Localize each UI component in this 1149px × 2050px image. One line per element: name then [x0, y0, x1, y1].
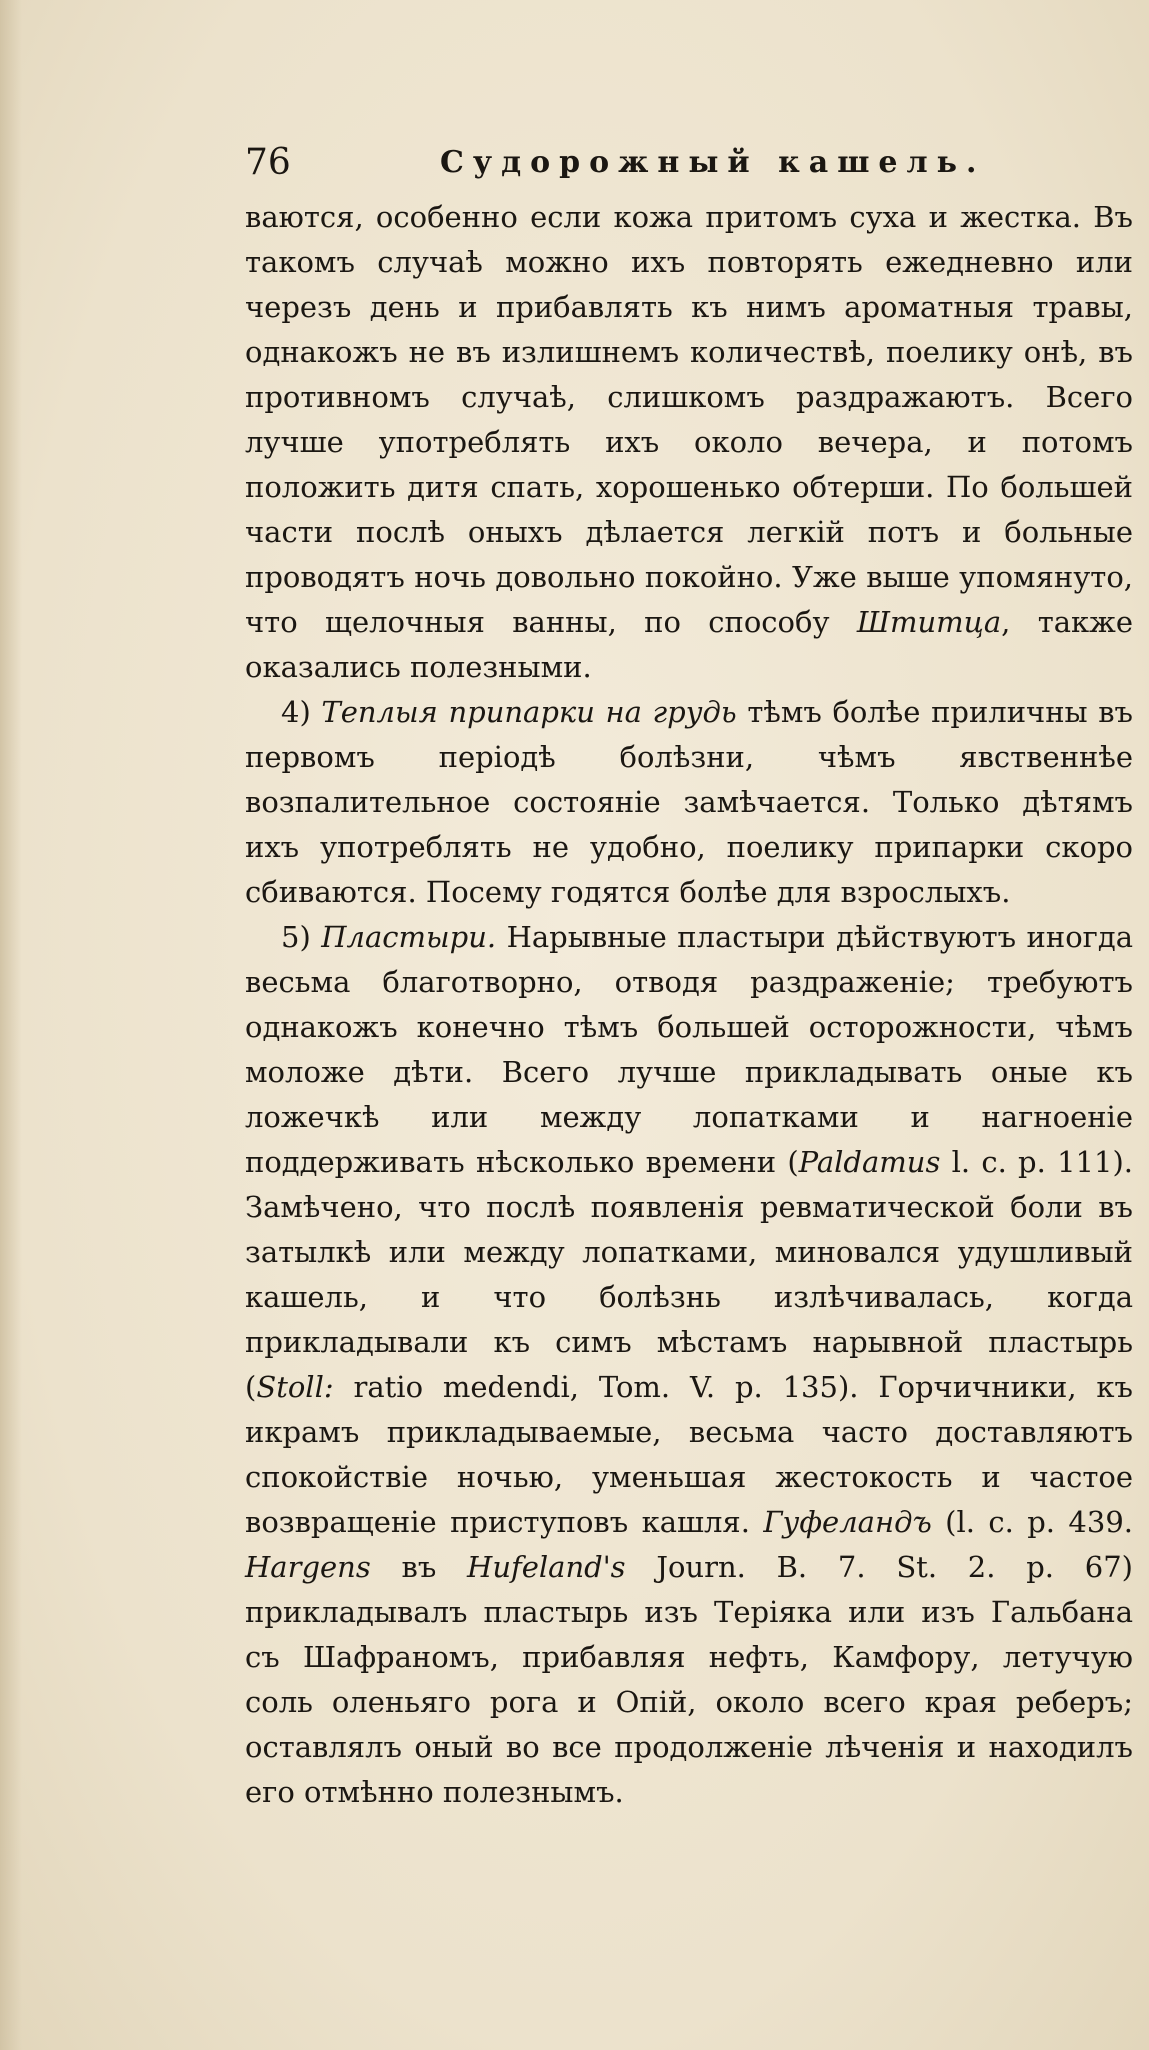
paragraph-3 — [245, 915, 1133, 1815]
text-run: ваются, особенно если кожа притомъ суха и жестка. Въ такомъ случаѣ можно ихъ повторять ежедневно или черезъ день и прибавлять къ нимъ ароматныя травы, однакожъ не въ излишнемъ количествѣ, поелику онѣ, въ противномъ случаѣ, слишкомъ раздражаютъ. Всего лучше употреблять ихъ около вечера, и потомъ положить дитя спать, хорошенько обтерши. По большей части послѣ оныхъ дѣлается легкій потъ и больные проводятъ ночь довольно покойно. Уже выше упомянуто, что щелочныя ванны, по способу — [245, 200, 1133, 639]
text-run: , также оказались полезными. — [245, 605, 1134, 684]
text-run: 4) — [281, 695, 322, 729]
paragraph-1 — [245, 195, 1133, 690]
running-title: Судорожный кашель. — [440, 145, 986, 180]
italic-text: Hargens — [245, 1550, 371, 1584]
text-run: ratio medendi, Tom. V. p. 135). Горчичники, къ икрамъ прикладываемые, весьма часто доставляютъ спокойствіе ночью, уменьшая жестокость и частое возвращеніе приступовъ кашля. — [245, 1370, 1133, 1539]
text-run: (l. c. p. 439. — [931, 1505, 1133, 1539]
page-header — [245, 138, 986, 188]
text-run: l. c. p. 111). Замѣчено, что послѣ появленія ревматической боли въ затылкѣ или между лопатками, миновался удушливый кашель, и что болѣзнь излѣчивалась, когда прикладывали къ симъ мѣстамъ нарывной пластырь ( — [245, 1145, 1133, 1404]
text-run: Journ. B. 7. St. 2. p. 67) прикладывалъ пластырь изъ Теріяка или изъ Гальбана съ Шафраномъ, прибавляя нефть, Камфору, летучую соль оленьяго рога и Опій, около всего края реберъ; оставлялъ оный во все продолженіе лѣченія и находилъ его отмѣнно полезнымъ. — [245, 1550, 1133, 1809]
italic-text: Штитца — [856, 605, 1002, 639]
italic-text: Гуфеландъ — [763, 1505, 932, 1539]
text-run: 5) — [281, 920, 322, 954]
page-number: 76 — [245, 142, 291, 183]
text-run: въ — [370, 1550, 468, 1584]
italic-text: Hufeland's — [467, 1550, 626, 1584]
paragraph-2 — [245, 690, 1133, 915]
text-run: Нарывные пластыри дѣйствуютъ иногда весьма благотворно, отводя раздраженіе; требуютъ однакожъ конечно тѣмъ большей осторожности, чѣмъ моложе дѣти. Всего лучше прикладывать оные къ ложечкѣ или между лопатками и нагноеніе поддерживать нѣсколько времени ( — [245, 920, 1134, 1179]
italic-text: Paldamus — [798, 1145, 941, 1179]
page-edge-shadow — [0, 0, 22, 2050]
body-text — [245, 195, 1133, 1815]
italic-text: Пластыри. — [321, 920, 497, 954]
italic-text: Stoll: — [256, 1370, 334, 1404]
text-run: тѣмъ болѣе приличны въ первомъ періодѣ болѣзни, чѣмъ явственнѣе возпалительное состояніе замѣчается. Только дѣтямъ ихъ употреблять не удобно, поелику припарки скоро сбиваются. Посему годятся болѣе для взрослыхъ. — [245, 695, 1134, 909]
italic-text: Теплыя припарки на грудь — [321, 695, 737, 729]
